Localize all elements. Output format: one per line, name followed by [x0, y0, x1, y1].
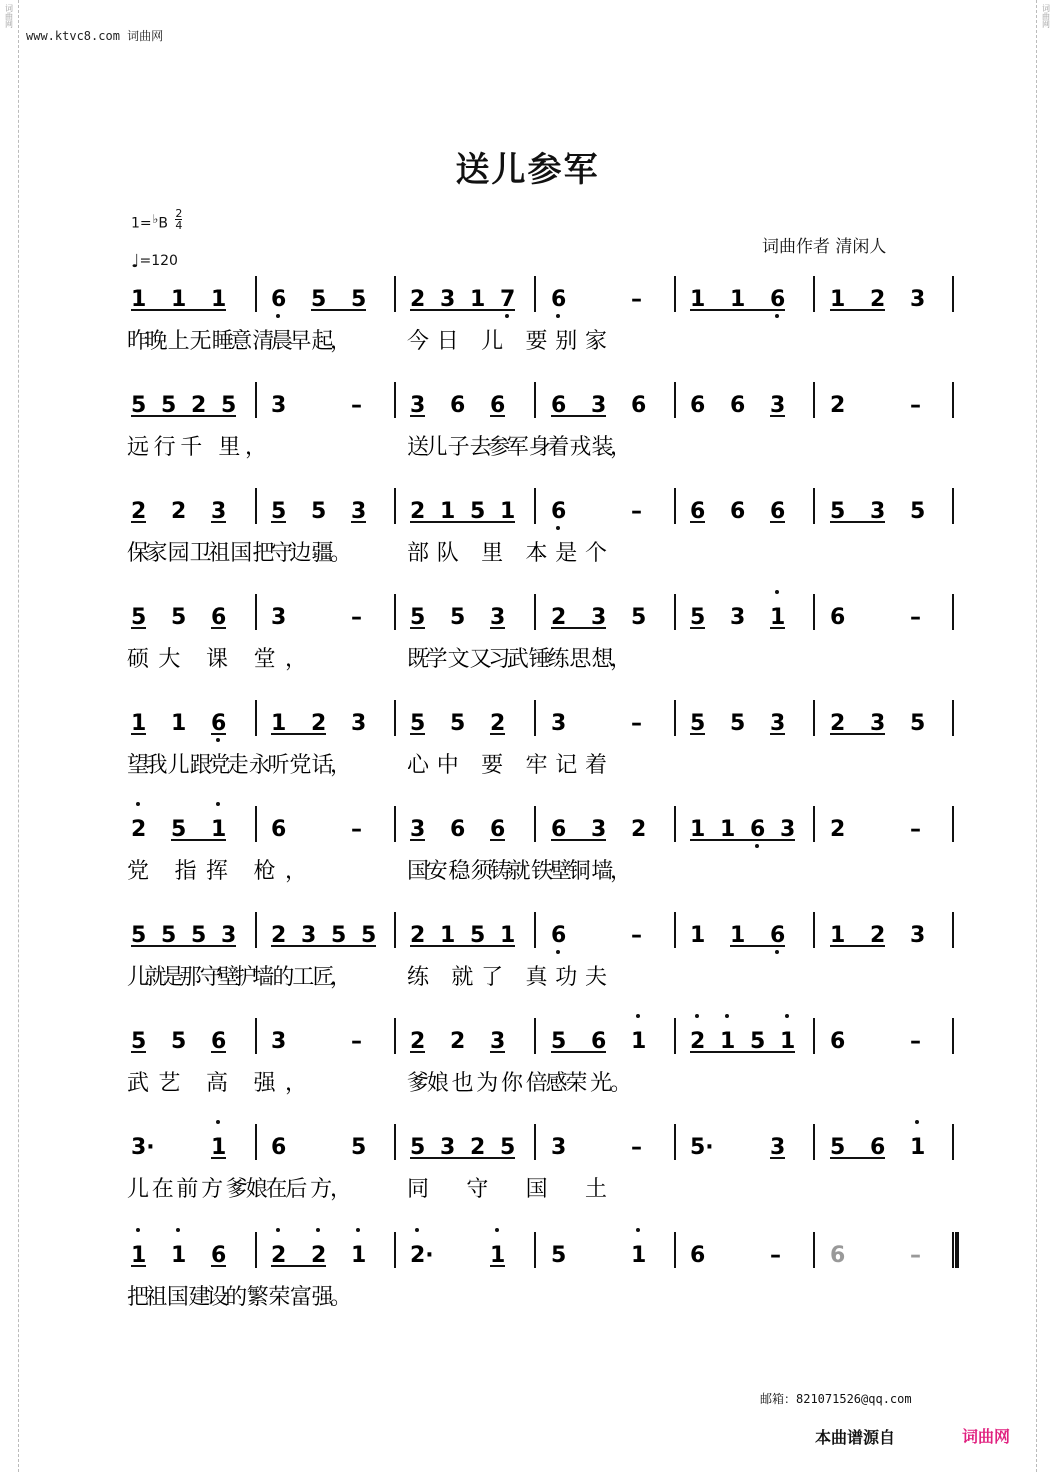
- note: 1: [780, 1029, 796, 1054]
- note: 1: [910, 1135, 926, 1160]
- note: 6: [450, 817, 466, 842]
- sustain-dash: –: [631, 499, 642, 524]
- note: 2: [870, 923, 886, 948]
- note: 2: [311, 1243, 327, 1268]
- note: 5: [410, 605, 426, 630]
- note: 5: [131, 393, 147, 418]
- octave-dot-above: [775, 590, 779, 594]
- note: 5: [131, 923, 147, 948]
- octave-dot-above: [495, 1228, 499, 1232]
- note: 5: [410, 711, 426, 736]
- note: 5: [351, 287, 367, 312]
- note: 2: [311, 711, 327, 736]
- note: 1: [211, 1135, 227, 1160]
- note: 6: [770, 923, 786, 948]
- lyric-group: 儿 在 前 方 爹娘在后 方，: [127, 1177, 352, 1202]
- note: 1: [770, 605, 786, 630]
- note: 5: [311, 287, 327, 312]
- octave-dot-above: [356, 1228, 360, 1232]
- note: 2: [271, 923, 287, 948]
- note: 6: [690, 1243, 706, 1268]
- note: 7: [500, 287, 516, 312]
- note: 3: [870, 711, 886, 736]
- note: 3: [551, 1135, 567, 1160]
- note: 2: [450, 1029, 466, 1054]
- note: 5: [331, 923, 347, 948]
- note: 5: [271, 499, 287, 524]
- note: 6: [730, 499, 746, 524]
- lyric-group: 保家 园 卫祖 国 把守边 疆。: [127, 541, 352, 566]
- lyric-group: 心中 要 牢记着: [407, 753, 607, 778]
- quarter-note-icon: ♩: [131, 251, 140, 272]
- sustain-dash: –: [910, 817, 921, 842]
- octave-dot-above: [915, 1120, 919, 1124]
- note: 1: [171, 1243, 187, 1268]
- note: 5: [470, 499, 486, 524]
- note: 1: [271, 711, 287, 736]
- note: 6: [490, 817, 506, 842]
- note: 5: [161, 923, 177, 948]
- note: 6: [770, 287, 786, 312]
- note: 6: [830, 605, 846, 630]
- note: 2: [490, 711, 506, 736]
- octave-dot-below: [276, 314, 280, 318]
- note: 5: [131, 1029, 147, 1054]
- lyric-group: 望我 儿 跟党走 永听 党 话，: [127, 753, 352, 778]
- sustain-dash: –: [770, 1243, 781, 1268]
- note: 6: [271, 287, 287, 312]
- note: 3: [271, 1029, 287, 1054]
- note: 2: [470, 1135, 486, 1160]
- note: 1: [730, 923, 746, 948]
- sustain-dash: –: [351, 605, 362, 630]
- note: 6: [591, 1029, 607, 1054]
- note: 5: [690, 711, 706, 736]
- key-letter: B: [158, 215, 168, 232]
- note: 3: [410, 393, 426, 418]
- note: 5: [470, 923, 486, 948]
- note: 5: [410, 1135, 426, 1160]
- note: 2: [271, 1243, 287, 1268]
- note: 2: [830, 393, 846, 418]
- note: 3: [440, 287, 456, 312]
- note: 2: [171, 499, 187, 524]
- octave-dot-above: [136, 802, 140, 806]
- note: 2: [410, 499, 426, 524]
- note: 1: [211, 817, 227, 842]
- note: 1: [440, 499, 456, 524]
- note: 1: [720, 1029, 736, 1054]
- note: 2: [690, 1029, 706, 1054]
- sustain-dash: –: [910, 1029, 921, 1054]
- note: 1: [730, 287, 746, 312]
- note: 1: [171, 287, 187, 312]
- note: 3: [730, 605, 746, 630]
- note: 6: [770, 499, 786, 524]
- note: 1: [631, 1029, 647, 1054]
- sustain-dash: –: [351, 817, 362, 842]
- note: 2: [410, 287, 426, 312]
- octave-dot-above: [216, 1120, 220, 1124]
- note: 6: [211, 1243, 227, 1268]
- note: 5: [910, 499, 926, 524]
- octave-dot-above: [316, 1228, 320, 1232]
- note: 5: [351, 1135, 367, 1160]
- octave-dot-below: [216, 738, 220, 742]
- lyric-group: 既学 文 又习武 锤练 思 想，: [407, 647, 632, 672]
- note: 5: [311, 499, 327, 524]
- note: 5: [830, 499, 846, 524]
- note: 2·: [410, 1243, 434, 1268]
- note: 2: [410, 923, 426, 948]
- note: 6: [211, 605, 227, 630]
- octave-dot-below: [755, 844, 759, 848]
- composer-credit: 词曲作者 清闲人: [762, 237, 887, 257]
- note: 6: [690, 393, 706, 418]
- sustain-dash: –: [631, 1135, 642, 1160]
- note: 3: [440, 1135, 456, 1160]
- octave-dot-above: [216, 802, 220, 806]
- note: 6: [690, 499, 706, 524]
- tempo-value: =120: [139, 253, 178, 269]
- note: 1: [720, 817, 736, 842]
- lyric-group: 送儿 子 去参军 身着 戎 装，: [407, 435, 632, 460]
- note: 1: [131, 711, 147, 736]
- sustain-dash: –: [631, 711, 642, 736]
- footer-source-label: 本曲谱源自: [815, 1428, 896, 1447]
- note: 1: [171, 711, 187, 736]
- note: 2: [410, 1029, 426, 1054]
- note: 5: [191, 923, 207, 948]
- note: 1: [211, 287, 227, 312]
- sustain-dash: –: [351, 393, 362, 418]
- note: 5: [361, 923, 377, 948]
- note: 2: [551, 605, 567, 630]
- note: 1: [500, 499, 516, 524]
- sustain-dash: –: [631, 287, 642, 312]
- octave-dot-below: [556, 314, 560, 318]
- note: 2: [870, 287, 886, 312]
- lyric-group: 儿就是那 守壁护墙 的 工 匠，: [127, 965, 352, 990]
- note: 6: [750, 817, 766, 842]
- note: 3: [301, 923, 317, 948]
- note: 5: [830, 1135, 846, 1160]
- octave-dot-above: [276, 1228, 280, 1232]
- lyric-group: 昨晚 上 无 睡意 清晨早 起，: [127, 329, 352, 354]
- lyric-group: 练 就了 真功夫: [407, 965, 607, 990]
- note: 6: [211, 1029, 227, 1054]
- note: 3: [910, 287, 926, 312]
- song-title: 送儿参军: [455, 150, 600, 190]
- note: 1: [131, 287, 147, 312]
- note: 6: [551, 923, 567, 948]
- note: 1: [490, 1243, 506, 1268]
- note: 3: [271, 393, 287, 418]
- lyric-group: 国安 稳 须铸就 铁壁铜 墙，: [407, 859, 632, 884]
- note: 1: [690, 817, 706, 842]
- note: 6: [870, 1135, 886, 1160]
- note: 6: [551, 499, 567, 524]
- note: 5: [171, 1029, 187, 1054]
- note: 5·: [690, 1135, 714, 1160]
- lyric-group: 把祖 国 建设的 繁 荣 富 强。: [127, 1285, 352, 1310]
- note: 6: [211, 711, 227, 736]
- note: 6: [631, 393, 647, 418]
- flat-sign: ♭: [152, 211, 159, 226]
- note: 6: [551, 393, 567, 418]
- note: 3: [221, 923, 237, 948]
- note: 5: [171, 605, 187, 630]
- note: 5: [551, 1243, 567, 1268]
- note: 5: [690, 605, 706, 630]
- note: 1: [690, 287, 706, 312]
- note: 5: [910, 711, 926, 736]
- note: 3: [351, 711, 367, 736]
- note: 6: [551, 817, 567, 842]
- note: 3: [591, 817, 607, 842]
- note: 2: [830, 817, 846, 842]
- footer-logo[interactable]: 词曲网: [962, 1427, 1011, 1446]
- note: 3: [410, 817, 426, 842]
- lyric-group: 同 守 国 土: [407, 1177, 607, 1202]
- octave-dot-above: [695, 1014, 699, 1018]
- note: 3: [211, 499, 227, 524]
- sustain-dash: –: [910, 605, 921, 630]
- lyric-group: 今日 儿 要别家: [407, 329, 607, 354]
- note: 3: [271, 605, 287, 630]
- sustain-dash: –: [631, 923, 642, 948]
- note: 2: [131, 817, 147, 842]
- note: 1: [131, 1243, 147, 1268]
- sustain-dash: –: [351, 1029, 362, 1054]
- octave-dot-below: [775, 950, 779, 954]
- note: 1: [830, 287, 846, 312]
- note: 5: [221, 393, 237, 418]
- sustain-dash: –: [910, 1243, 921, 1268]
- note: 5: [750, 1029, 766, 1054]
- octave-dot-above: [636, 1228, 640, 1232]
- border-watermark-text: 词曲网: [4, 4, 14, 28]
- note: 6: [830, 1029, 846, 1054]
- note: 5: [450, 711, 466, 736]
- key-label: 1=: [131, 215, 152, 232]
- lyric-group: 远行千 里，: [127, 435, 267, 460]
- note: 5: [131, 605, 147, 630]
- octave-dot-above: [725, 1014, 729, 1018]
- octave-dot-above: [136, 1228, 140, 1232]
- note: 3: [351, 499, 367, 524]
- note: 5: [730, 711, 746, 736]
- time-top: 2: [175, 207, 183, 220]
- note: 3: [591, 605, 607, 630]
- note: 5: [171, 817, 187, 842]
- note: 1: [631, 1243, 647, 1268]
- note: 3: [591, 393, 607, 418]
- note: 5: [450, 605, 466, 630]
- note: 5: [161, 393, 177, 418]
- note: 5: [631, 605, 647, 630]
- note: 3: [870, 499, 886, 524]
- note: 2: [191, 393, 207, 418]
- lyric-group: 硕大 课 堂，: [127, 647, 307, 672]
- octave-dot-above: [785, 1014, 789, 1018]
- lyric-group: 部队 里 本是个: [407, 541, 607, 566]
- note: 3·: [131, 1135, 155, 1160]
- octave-dot-above: [415, 1228, 419, 1232]
- lyric-group: 爹娘 也 为 你 倍感荣 光。: [407, 1071, 632, 1096]
- sustain-dash: –: [910, 393, 921, 418]
- footer-email[interactable]: 邮箱：821071526@qq.com: [760, 1392, 912, 1406]
- octave-dot-below: [775, 314, 779, 318]
- note: 2: [131, 499, 147, 524]
- note: 3: [770, 1135, 786, 1160]
- octave-dot-below: [556, 526, 560, 530]
- note: 3: [551, 711, 567, 736]
- note: 1: [830, 923, 846, 948]
- note: 6: [450, 393, 466, 418]
- octave-dot-below: [556, 950, 560, 954]
- note: 3: [780, 817, 796, 842]
- border-watermark-text: 词曲网: [1041, 4, 1051, 28]
- octave-dot-above: [176, 1228, 180, 1232]
- note: 5: [551, 1029, 567, 1054]
- note: 6: [730, 393, 746, 418]
- note: 6: [490, 393, 506, 418]
- octave-dot-above: [636, 1014, 640, 1018]
- note: 5: [500, 1135, 516, 1160]
- time-bottom: 4: [175, 219, 183, 232]
- note: 6: [551, 287, 567, 312]
- note: 3: [770, 711, 786, 736]
- site-header[interactable]: www.ktvc8.com 词曲网: [26, 29, 164, 43]
- note: 1: [440, 923, 456, 948]
- note: 1: [690, 923, 706, 948]
- note: 3: [490, 605, 506, 630]
- note: 6: [830, 1243, 846, 1268]
- note: 1: [500, 923, 516, 948]
- note: 2: [631, 817, 647, 842]
- note: 3: [770, 393, 786, 418]
- note: 6: [271, 1135, 287, 1160]
- lyric-group: 党 指挥 枪，: [127, 859, 307, 884]
- note: 3: [490, 1029, 506, 1054]
- lyric-group: 武艺 高 强，: [127, 1071, 307, 1096]
- note: 3: [910, 923, 926, 948]
- note: 1: [351, 1243, 367, 1268]
- octave-dot-below: [505, 314, 509, 318]
- note: 6: [271, 817, 287, 842]
- note: 1: [470, 287, 486, 312]
- note: 2: [830, 711, 846, 736]
